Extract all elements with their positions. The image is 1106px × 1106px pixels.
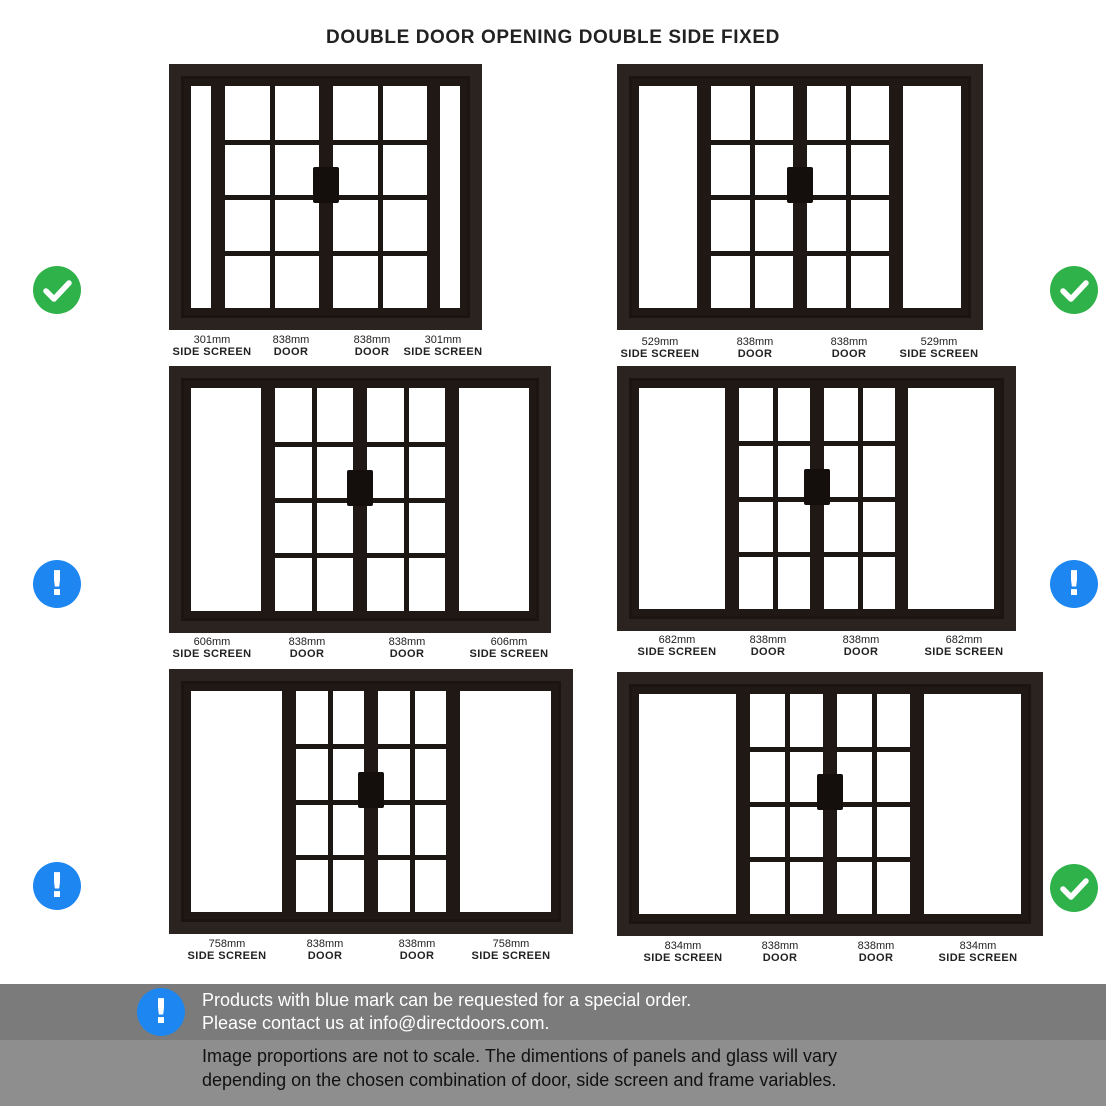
door-config-c4 bbox=[617, 366, 1016, 631]
panel-type: DOOR bbox=[354, 346, 390, 358]
door-dimension-label bbox=[710, 336, 800, 360]
left-door-leaf bbox=[218, 79, 326, 315]
available-check-icon bbox=[1050, 266, 1098, 314]
left-side-screen bbox=[632, 687, 743, 921]
glazing-bar bbox=[846, 86, 851, 308]
dimension-value: 606mm bbox=[490, 636, 528, 648]
door-handle bbox=[804, 469, 830, 505]
panel-type: DOOR bbox=[831, 348, 867, 360]
dimension-value: 682mm bbox=[658, 634, 696, 646]
special-order-line-1: Products with blue mark can be requested for a special order. bbox=[202, 990, 692, 1010]
special-order-icon: ! bbox=[33, 862, 81, 910]
door-dimension-label bbox=[735, 940, 825, 964]
dimension-value: 838mm bbox=[857, 940, 895, 952]
door-dimension-label bbox=[280, 938, 370, 962]
door-dimension-label bbox=[246, 334, 336, 358]
door-dimension-label bbox=[262, 636, 352, 660]
panel-type: SIDE SCREEN bbox=[403, 346, 483, 358]
panel-type: SIDE SCREEN bbox=[187, 950, 267, 962]
panel-type: SIDE SCREEN bbox=[637, 646, 717, 658]
left-door-leaf bbox=[704, 79, 800, 315]
right-side-screen bbox=[901, 381, 1001, 616]
side-screen-dimension-label bbox=[933, 940, 1023, 964]
dimension-value: 838mm bbox=[830, 336, 868, 348]
side-screen-dimension-label bbox=[182, 938, 272, 962]
disclaimer-line-2: depending on the chosen combination of door, side screen and frame variables. bbox=[202, 1070, 837, 1090]
dimension-value: 529mm bbox=[920, 336, 958, 348]
left-side-screen bbox=[184, 79, 218, 315]
dimension-value: 838mm bbox=[736, 336, 774, 348]
left-side-screen bbox=[632, 79, 704, 315]
dimension-value: 838mm bbox=[749, 634, 787, 646]
dimension-value: 838mm bbox=[398, 938, 436, 950]
door-dimension-label bbox=[804, 336, 894, 360]
door-dimension-label bbox=[372, 938, 462, 962]
dimension-value: 682mm bbox=[945, 634, 983, 646]
dimension-value: 301mm bbox=[424, 334, 462, 346]
door-dimension-label bbox=[723, 634, 813, 658]
door-config-c5 bbox=[169, 669, 573, 934]
door-config-c3 bbox=[169, 366, 551, 633]
dimension-value: 834mm bbox=[959, 940, 997, 952]
panel-type: DOOR bbox=[858, 952, 894, 964]
dimension-value: 838mm bbox=[353, 334, 391, 346]
available-check-icon bbox=[33, 266, 81, 314]
glazing-bar bbox=[410, 691, 415, 912]
side-screen-dimension-label bbox=[398, 334, 488, 358]
door-dimension-label bbox=[816, 634, 906, 658]
side-screen-dimension-label bbox=[167, 636, 257, 660]
panel-type: DOOR bbox=[762, 952, 798, 964]
dimension-value: 758mm bbox=[492, 938, 530, 950]
side-screen-dimension-label bbox=[632, 634, 722, 658]
panel-type: SIDE SCREEN bbox=[471, 950, 551, 962]
right-side-screen bbox=[452, 381, 536, 618]
panel-type: DOOR bbox=[389, 648, 425, 660]
door-handle bbox=[347, 470, 373, 506]
door-handle bbox=[313, 167, 339, 203]
dimension-value: 838mm bbox=[272, 334, 310, 346]
dimension-value: 838mm bbox=[306, 938, 344, 950]
right-door-leaf bbox=[800, 79, 896, 315]
door-dimension-label bbox=[831, 940, 921, 964]
door-handle bbox=[358, 772, 384, 808]
door-handle bbox=[787, 167, 813, 203]
glazing-bar bbox=[328, 691, 333, 912]
right-door-leaf bbox=[360, 381, 452, 618]
panel-type: SIDE SCREEN bbox=[469, 648, 549, 660]
side-screen-dimension-label bbox=[638, 940, 728, 964]
disclaimer-line-1: Image proportions are not to scale. The dimentions of panels and glass will vary bbox=[202, 1046, 838, 1066]
info-icon: ! bbox=[137, 988, 185, 1036]
special-order-line-2: Please contact us at info@directdoors.com. bbox=[202, 1013, 550, 1033]
glazing-bar bbox=[404, 388, 409, 611]
door-config-c1 bbox=[169, 64, 482, 330]
panel-type: SIDE SCREEN bbox=[643, 952, 723, 964]
right-side-screen bbox=[433, 79, 467, 315]
dimension-value: 838mm bbox=[288, 636, 326, 648]
dimension-value: 606mm bbox=[193, 636, 231, 648]
door-dimension-label bbox=[362, 636, 452, 660]
dimension-value: 838mm bbox=[761, 940, 799, 952]
panel-type: DOOR bbox=[307, 950, 343, 962]
side-screen-dimension-label bbox=[464, 636, 554, 660]
right-side-screen bbox=[896, 79, 968, 315]
panel-type: SIDE SCREEN bbox=[899, 348, 979, 360]
dimension-value: 838mm bbox=[842, 634, 880, 646]
panel-type: DOOR bbox=[289, 648, 325, 660]
panel-type: DOOR bbox=[843, 646, 879, 658]
glazing-bar bbox=[773, 388, 778, 609]
left-side-screen bbox=[632, 381, 732, 616]
right-side-screen bbox=[917, 687, 1028, 921]
left-side-screen bbox=[184, 381, 268, 618]
panel-type: DOOR bbox=[399, 950, 435, 962]
panel-type: SIDE SCREEN bbox=[172, 346, 252, 358]
side-screen-dimension-label bbox=[894, 336, 984, 360]
available-check-icon bbox=[1050, 864, 1098, 912]
panel-type: DOOR bbox=[750, 646, 786, 658]
panel-type: SIDE SCREEN bbox=[172, 648, 252, 660]
dimension-value: 301mm bbox=[193, 334, 231, 346]
dimension-value: 529mm bbox=[641, 336, 679, 348]
panel-type: SIDE SCREEN bbox=[924, 646, 1004, 658]
dimension-value: 834mm bbox=[664, 940, 702, 952]
right-door-leaf bbox=[326, 79, 434, 315]
panel-type: SIDE SCREEN bbox=[938, 952, 1018, 964]
panel-type: SIDE SCREEN bbox=[620, 348, 700, 360]
door-config-c6 bbox=[617, 672, 1043, 936]
glazing-bar bbox=[270, 86, 275, 308]
side-screen-dimension-label bbox=[167, 334, 257, 358]
special-order-icon: ! bbox=[1050, 560, 1098, 608]
door-config-c2 bbox=[617, 64, 983, 330]
special-order-icon: ! bbox=[33, 560, 81, 608]
side-screen-dimension-label bbox=[919, 634, 1009, 658]
special-order-banner bbox=[0, 984, 1106, 1040]
right-door-leaf bbox=[830, 687, 917, 921]
side-screen-dimension-label bbox=[615, 336, 705, 360]
panel-type: DOOR bbox=[737, 348, 773, 360]
dimension-value: 838mm bbox=[388, 636, 426, 648]
door-handle bbox=[817, 774, 843, 810]
panel-type: DOOR bbox=[273, 346, 309, 358]
side-screen-dimension-label bbox=[466, 938, 556, 962]
glazing-bar bbox=[872, 694, 877, 914]
dimension-value: 758mm bbox=[208, 938, 246, 950]
left-side-screen bbox=[184, 684, 289, 919]
glazing-bar bbox=[750, 86, 755, 308]
right-side-screen bbox=[453, 684, 558, 919]
glazing-bar bbox=[785, 694, 790, 914]
glazing-bar bbox=[378, 86, 383, 308]
glazing-bar bbox=[858, 388, 863, 609]
disclaimer-banner bbox=[0, 1040, 1106, 1106]
page-title: DOUBLE DOOR OPENING DOUBLE SIDE FIXED bbox=[326, 27, 780, 48]
glazing-bar bbox=[312, 388, 317, 611]
